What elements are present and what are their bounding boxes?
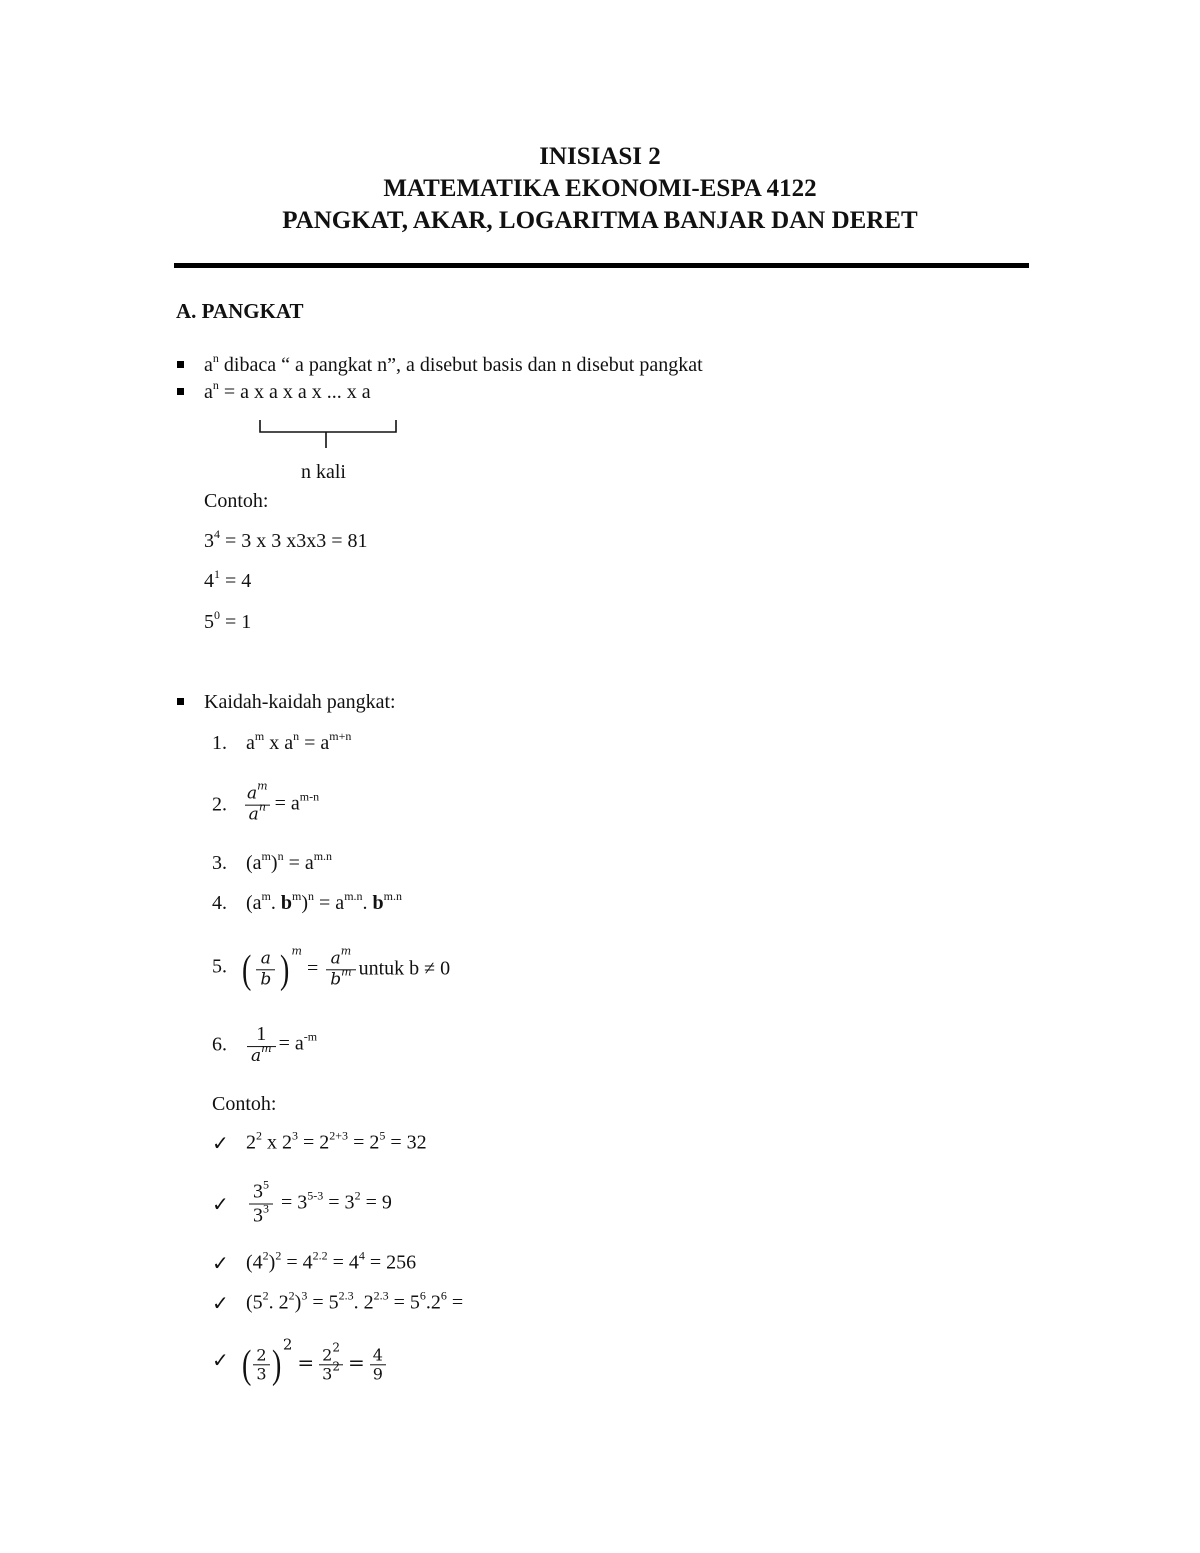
example-product: $2^2$ x $2^3 = 2^{2+3} = 2^5 = 32$ xyxy=(246,1128,427,1154)
bullet-definition: $a^n$ dibaca “ a pangkat n”, a disebut basis dan n disebut pangkat xyxy=(204,351,703,376)
check-icon: ✓ xyxy=(212,1131,229,1155)
rule-number: 5. xyxy=(212,955,227,978)
rule-number: 4. xyxy=(212,892,227,914)
course-title: MATEMATIKA EKONOMI-ESPA 4122 xyxy=(383,175,817,202)
rule-quotient: $\frac{a^m}{a^n}$ = $a^{m-n}$ xyxy=(240,786,319,825)
rule-power-of-power: $(a^m)^n = a^{m.n}$ xyxy=(246,849,333,874)
example-quotient: $\frac{3^5}{3^3}$ = $3^{5-3} = 3^2 = 9$ xyxy=(246,1182,392,1227)
bullet-icon xyxy=(177,361,184,368)
document-title: INISIASI 2 xyxy=(539,143,661,170)
rule-number: 6. xyxy=(212,1033,227,1056)
underbrace-icon xyxy=(256,418,402,454)
example-line: $4^1 = 4$ xyxy=(204,567,252,592)
check-icon: ✓ xyxy=(212,1291,229,1315)
section-heading: A. PANGKAT xyxy=(176,299,304,323)
rule-number: 1. xyxy=(212,732,227,754)
example-line: $5^0 = 1$ xyxy=(204,608,252,633)
example-power-of-power: $(4^2)^2 = 4^{2.2} = 4^4 = 256$ xyxy=(246,1248,417,1274)
check-icon: ✓ xyxy=(212,1251,229,1275)
topic-title: PANGKAT, AKAR, LOGARITMA BANJAR DAN DERET xyxy=(282,207,918,234)
brace-label: n kali xyxy=(301,461,346,483)
check-icon: ✓ xyxy=(212,1348,229,1372)
bullet-icon xyxy=(177,388,184,395)
example-power-of-product: ($5^2$. $2^2)^3 = 5^{2.3}$. $2^{2.3} = 5^6.2^6$ = xyxy=(246,1288,464,1314)
rule-number: 3. xyxy=(212,852,227,874)
rule-power-of-product: ($a^m$. $b^m)^n = a^{m.n}$. $b^{m.n}$ xyxy=(246,889,402,914)
example-power-of-quotient: ( $\frac{2}{3}$ ) $^2$ = $\frac{2^2}{3^2}$ = $\frac{4}{9}$ xyxy=(240,1335,386,1384)
rule-negative-exponent: $\frac{1}{a^m}$ = $a^{-m}$ xyxy=(244,1024,317,1066)
bullet-icon xyxy=(177,698,184,705)
title-divider xyxy=(174,263,1029,268)
example-line: $3^4 = 3$ x 3 x3x3 = 81 xyxy=(204,527,368,552)
rule-number: 2. xyxy=(212,793,227,816)
rule-product: $a^m$ x $a^n = a^{m+n}$ xyxy=(246,729,352,754)
rule-power-of-quotient: ( $\frac{a}{b}$ ) $^m$ = $\frac{a^m}{b^m}$ untuk b ≠ 0 xyxy=(241,944,451,992)
check-icon: ✓ xyxy=(212,1192,229,1216)
example-label: Contoh: xyxy=(204,490,269,512)
example-label: Contoh: xyxy=(212,1093,277,1115)
rules-label: Kaidah-kaidah pangkat: xyxy=(204,691,396,713)
bullet-expansion: $a^n = a$ x a x a x ... x a xyxy=(204,378,371,403)
